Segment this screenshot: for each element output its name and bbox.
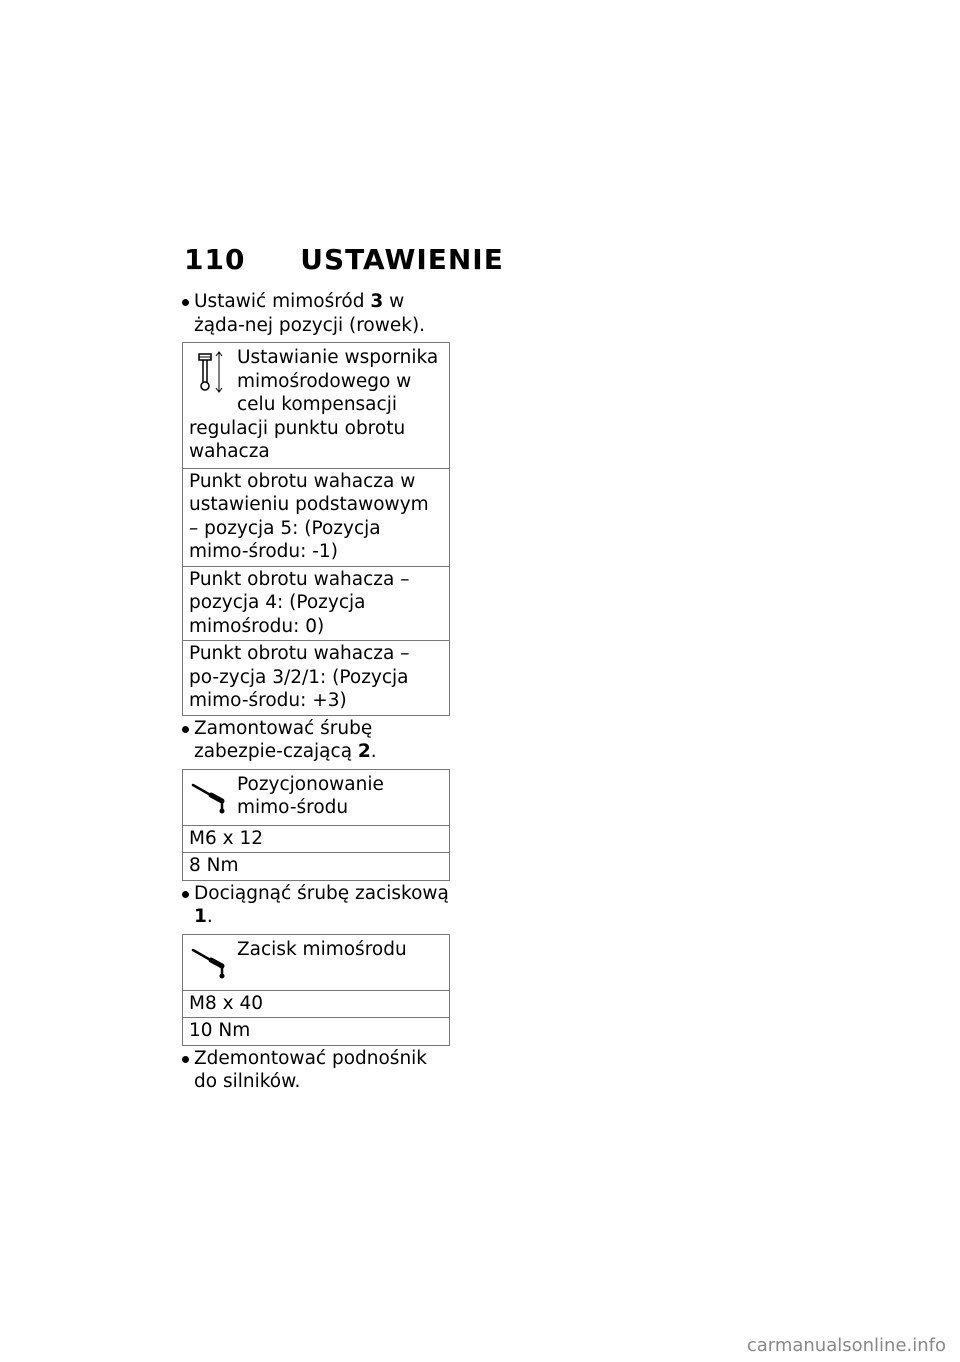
step-item	[182, 290, 452, 337]
measuring-tool-icon	[193, 350, 227, 401]
reference-number: 3	[370, 291, 384, 312]
reference-number: 1	[194, 906, 207, 927]
spec-table	[182, 342, 450, 716]
step-item	[182, 1047, 452, 1094]
step-text: Ustawić mimośród 3 w żąda-nej pozycji (rowek).	[194, 291, 426, 336]
torque-wrench-icon	[191, 946, 227, 987]
step-text: Zdemontować podnośnik do silników.	[194, 1047, 428, 1092]
torque-table-title-text: Pozycjonowanie mimo-środu	[237, 773, 384, 818]
page-header	[184, 243, 504, 276]
bullet-icon	[182, 726, 189, 733]
spec-table-title	[183, 343, 449, 468]
torque-table-title	[183, 935, 449, 990]
torque-wrench-icon	[191, 781, 227, 822]
bolt-spec: M6 x 12	[183, 825, 449, 853]
page-title: USTAWIENIE	[300, 243, 504, 276]
spec-table-title-text: Ustawianie wspornika mimośrodowego w celu kompensacji regulacji punktu obrotu wahacza	[189, 347, 439, 462]
table-row: Punkt obrotu wahacza – po-zycja 3/2/1: (Pozycja mimo-środu: +3)	[183, 640, 449, 715]
torque-table-title-text: Zacisk mimośrodu	[237, 938, 407, 960]
bullet-icon	[182, 1056, 189, 1063]
bolt-spec: M8 x 40	[183, 990, 449, 1018]
step-item	[182, 882, 452, 929]
step-text: Dociągnąć śrubę zaciskową 1.	[194, 882, 449, 927]
table-row: Punkt obrotu wahacza w ustawieniu podstawowym – pozycja 5: (Pozycja mimo-środu: -1)	[183, 468, 449, 566]
torque-value: 8 Nm	[183, 852, 449, 880]
reference-number: 2	[357, 741, 371, 762]
table-row: Punkt obrotu wahacza – pozycja 4: (Pozycja mimośrodu: 0)	[183, 566, 449, 641]
torque-table	[182, 934, 450, 1046]
torque-table	[182, 769, 450, 881]
step-item	[182, 717, 452, 764]
content-column	[182, 290, 452, 1094]
torque-table-title	[183, 770, 449, 825]
bullet-icon	[182, 891, 189, 898]
step-text: Zamontować śrubę zabezpie-czającą 2.	[194, 717, 377, 762]
watermark: carmanualsonline.info	[746, 1335, 946, 1356]
bullet-icon	[182, 299, 189, 306]
page-number: 110	[184, 243, 246, 276]
torque-value: 10 Nm	[183, 1017, 449, 1045]
